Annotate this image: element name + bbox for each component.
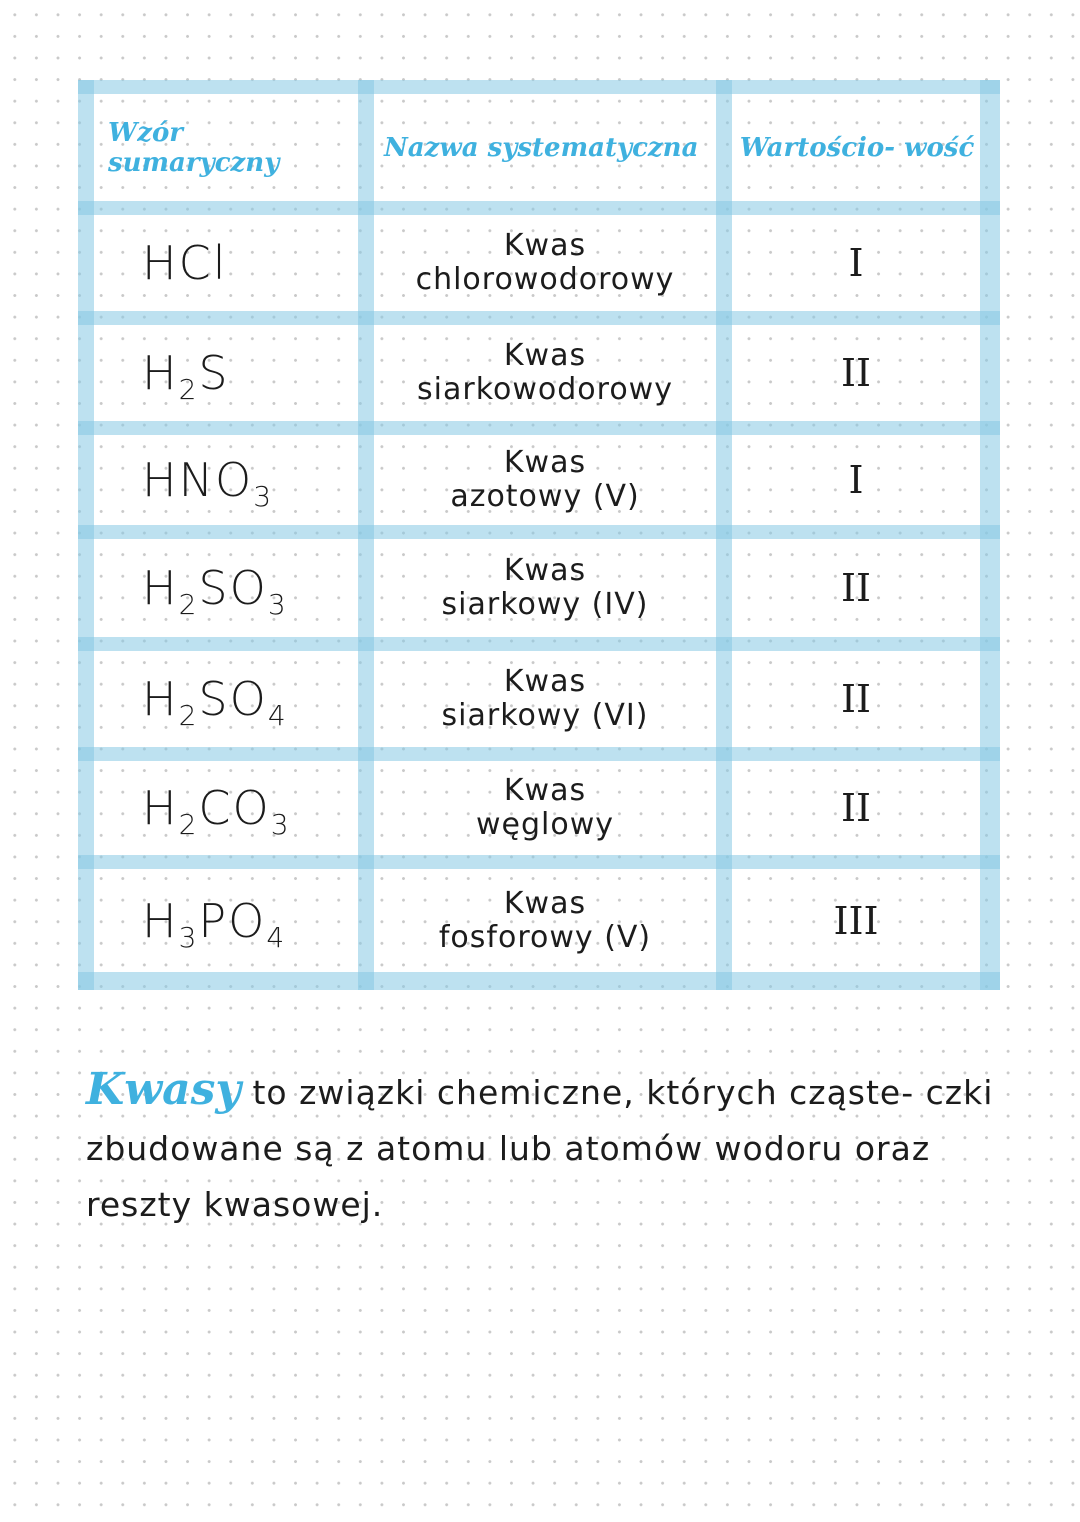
valence: II bbox=[840, 786, 872, 830]
name-line: Kwas bbox=[503, 553, 587, 588]
formula: $HNO_3$ bbox=[142, 453, 274, 513]
header-valence-label: Wartościo- wość bbox=[739, 133, 975, 163]
formula: $H_2CO_3$ bbox=[142, 781, 291, 841]
valence: I bbox=[848, 458, 864, 502]
name-cell bbox=[374, 761, 716, 855]
name-line: siarkowy (IV) bbox=[441, 587, 649, 622]
formula: $H_2S$ bbox=[142, 346, 230, 406]
name-line: Kwas bbox=[503, 885, 587, 921]
formula-cell bbox=[94, 435, 358, 525]
grid-line bbox=[78, 311, 1000, 325]
name-cell bbox=[374, 215, 716, 311]
name-line: Kwas bbox=[503, 338, 587, 373]
name-line: fosforowy (V) bbox=[438, 919, 652, 955]
name-cell bbox=[374, 539, 716, 637]
valence: I bbox=[848, 241, 864, 285]
grid-line bbox=[358, 80, 374, 990]
name-cell bbox=[374, 651, 716, 747]
formula-cell bbox=[94, 539, 358, 637]
valence: II bbox=[840, 566, 872, 610]
formula-cell bbox=[94, 869, 358, 972]
header-name-label: Nazwa systematyczna bbox=[384, 133, 699, 163]
formula: $H_2SO_3$ bbox=[142, 561, 288, 621]
formula-cell bbox=[94, 215, 358, 311]
valence-cell bbox=[732, 215, 980, 311]
header-formula bbox=[108, 98, 358, 198]
valence-cell bbox=[732, 869, 980, 972]
header-name bbox=[384, 98, 714, 198]
formula: $H_3PO_4$ bbox=[142, 893, 287, 954]
name-line: Kwas bbox=[503, 773, 587, 808]
acids-definition bbox=[86, 1062, 996, 1233]
definition-term: Kwasy bbox=[86, 1064, 241, 1115]
name-line: siarkowodorowy bbox=[417, 372, 673, 407]
grid-line bbox=[716, 80, 732, 990]
grid-line bbox=[78, 637, 1000, 651]
valence: II bbox=[840, 351, 872, 395]
grid-line bbox=[980, 80, 1000, 990]
acids-table bbox=[78, 80, 1000, 990]
valence-cell bbox=[732, 435, 980, 525]
formula-cell bbox=[94, 651, 358, 747]
valence: III bbox=[833, 898, 879, 943]
formula-cell bbox=[94, 761, 358, 855]
valence-cell bbox=[732, 651, 980, 747]
valence-cell bbox=[732, 539, 980, 637]
grid-line bbox=[78, 855, 1000, 869]
grid-line bbox=[78, 201, 1000, 215]
valence: II bbox=[840, 677, 872, 721]
name-line: azotowy (V) bbox=[450, 479, 640, 514]
name-line: chlorowodorowy bbox=[415, 262, 675, 297]
grid-line bbox=[78, 972, 1000, 990]
grid-line bbox=[78, 421, 1000, 435]
header-formula-label: Wzór sumaryczny bbox=[108, 118, 280, 178]
name-line: węglowy bbox=[475, 807, 614, 842]
grid-line bbox=[78, 80, 94, 990]
definition-text: to związki chemiczne, których cząste- czki zbudowane są z atomu lub atomów wodoru oraz reszty kwasowej. bbox=[86, 1073, 994, 1224]
grid-line bbox=[78, 747, 1000, 761]
formula-cell bbox=[94, 325, 358, 421]
header-valence bbox=[734, 98, 980, 198]
valence-cell bbox=[732, 325, 980, 421]
name-line: Kwas bbox=[503, 228, 587, 263]
grid-line bbox=[78, 80, 1000, 94]
name-cell bbox=[374, 869, 716, 972]
valence-cell bbox=[732, 761, 980, 855]
formula: HCl bbox=[142, 236, 228, 290]
name-line: siarkowy (VI) bbox=[441, 698, 649, 733]
name-line: Kwas bbox=[503, 445, 587, 480]
name-line: Kwas bbox=[503, 664, 587, 699]
formula: $H_2SO_4$ bbox=[142, 672, 288, 732]
name-cell bbox=[374, 435, 716, 525]
name-cell bbox=[374, 325, 716, 421]
grid-line bbox=[78, 525, 1000, 539]
